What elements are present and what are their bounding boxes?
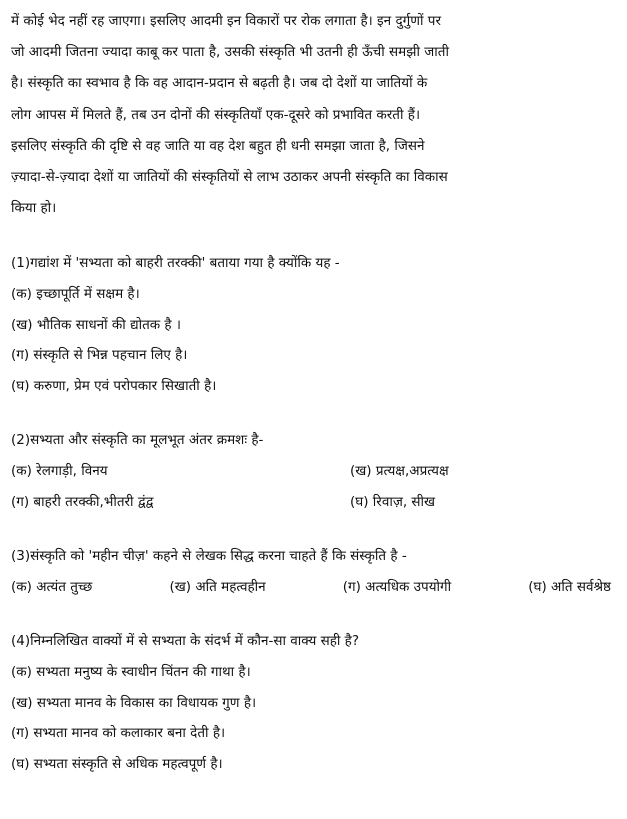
passage-line: किया हो। — [11, 200, 57, 217]
passage-line: है। संस्कृति का स्वभाव है कि वह आदान-प्रदान से बढ़ती है। जब दो देशों या जातियों के — [11, 75, 428, 92]
question-3 — [11, 541, 613, 602]
option-kha: (ख) प्रत्यक्ष,अप्रत्यक्ष — [350, 462, 449, 479]
option-ga: (ग) बाहरी तरक्की,भीतरी द्वंद्व — [11, 493, 154, 510]
options-grid — [11, 456, 613, 517]
option-gha: (घ) रिवाज़, सीख — [350, 493, 436, 510]
option-kha: (ख) सभ्यता मानव के विकास का विधायक गुण है। — [11, 694, 257, 711]
question-stem: (3)संस्कृति को 'महीन चीज़' कहने से लेखक सिद्ध करना चाहते हैं कि संस्कृति है - — [11, 548, 407, 565]
passage-line: जो आदमी जितना ज्यादा काबू कर पाता है, उसकी संस्कृति भी उतनी ही ऊँची समझी जाती — [11, 44, 449, 61]
question-stem: (1)गद्यांश में 'सभ्यता को बाहरी तरक्की' बताया गया है क्योंकि यह - — [11, 255, 340, 272]
passage-line: ज़्यादा-से-ज़्यादा देशों या जातियों की संस्कृतियों से लाभ उठाकर अपनी संस्कृति का विकास — [11, 169, 448, 186]
option-ga: (ग) अत्यधिक उपयोगी — [342, 578, 452, 595]
question-4 — [11, 626, 613, 779]
passage-line: इसलिए संस्कृति की दृष्टि से वह जाति या वह देश बहुत ही धनी समझा जाता है, जिसने — [11, 137, 425, 154]
option-gha: (घ) सभ्यता संस्कृति से अधिक महत्वपूर्ण है। — [11, 755, 223, 772]
option-kha: (ख) अति महत्वहीन — [169, 578, 266, 595]
option-ga: (ग) सभ्यता मानव को कलाकार बना देती है। — [11, 725, 226, 742]
question-stem: (4)निम्नलिखित वाक्यों में से सभ्यता के संदर्भ में कौन-सा वाक्य सही है? — [11, 633, 360, 650]
option-gha: (घ) करुणा, प्रेम एवं परोपकार सिखाती है। — [11, 377, 217, 394]
option-gha: (घ) अति सर्वश्रेष्ठ — [528, 578, 611, 595]
option-ka: (क) सभ्यता मनुष्य के स्वाधीन चिंतन की गाथा है। — [11, 663, 251, 680]
question-stem: (2)सभ्यता और संस्कृति का मूलभूत अंतर क्रमशः है- — [11, 432, 264, 449]
option-kha: (ख) भौतिक साधनों की द्योतक है । — [11, 316, 181, 333]
option-ga: (ग) संस्कृति से भिन्न पहचान लिए है। — [11, 347, 188, 364]
option-ka: (क) रेलगाड़ी, विनय — [11, 462, 108, 479]
question-1 — [11, 248, 613, 401]
passage — [11, 6, 613, 224]
question-2 — [11, 425, 613, 517]
option-ka: (क) अत्यंत तुच्छ — [11, 578, 93, 595]
passage-line: में कोई भेद नहीं रह जाएगा। इसलिए आदमी इन विकारों पर रोक लगाता है। इन दुर्गुणों पर — [11, 13, 441, 29]
options-row — [11, 572, 613, 603]
passage-line: लोग आपस में मिलते हैं, तब उन दोनों की संस्कृतियाँ एक-दूसरे को प्रभावित करती हैं। — [11, 106, 421, 123]
option-ka: (क) इच्छापूर्ति में सक्षम है। — [11, 286, 140, 303]
